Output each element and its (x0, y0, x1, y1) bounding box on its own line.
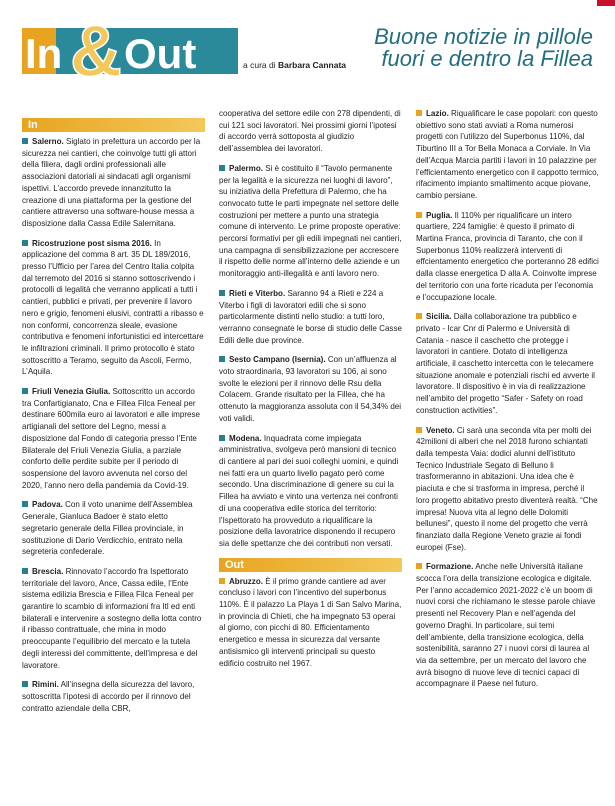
logo-in: In (25, 30, 63, 77)
news-item-title: Brescia. (32, 566, 64, 576)
column-1 (22, 118, 205, 722)
news-item (22, 136, 205, 230)
bullet-square-icon (219, 435, 225, 441)
bullet-square-icon (416, 563, 422, 569)
headline-line2: fuori e dentro la Fillea (381, 46, 593, 71)
news-item-title: Ricostruzione post sisma 2016. (32, 238, 152, 248)
news-item-text: Si è costituito il “Tavolo permanente per la legalità e la sicurezza nei luoghi di lavoro”, su iniziativa della Prefettura di Palermo, che ha convocato tutte le parti impegnate nel settore delle costruzioni per mettere a punto una strategia comune di intervento. Le prime proposte operative: percorsi formativi per gli edili impegnati nei cantieri, una campagna di sensibilizzazione per accrescere il rispetto delle norme all’interno delle aziende e un monitoraggio anti-illegalità e anti lavoro nero. (219, 163, 402, 279)
news-item-title: Sesto Campano (Isernia). (229, 355, 326, 365)
news-item (219, 433, 402, 550)
bullet-square-icon (219, 578, 225, 584)
news-item-text: Saranno 94 a Rieti e 224 a Viterbo i figli di lavoratori edili che si sono particolarmente distinti nello studio: a tutti loro, verranno consegnate le borse di studio delle Casse Edili delle due province. (219, 288, 402, 345)
news-item (416, 311, 599, 416)
section-in-title: In (22, 118, 205, 132)
news-item (416, 425, 599, 554)
bullet-square-icon (22, 501, 28, 507)
news-item (22, 499, 205, 558)
news-item (416, 561, 599, 690)
logo-out: Out (124, 30, 197, 77)
news-item-title: Veneto. (426, 425, 455, 435)
news-item (219, 354, 402, 424)
news-item-title: Modena. (229, 433, 262, 443)
news-item-title: Padova. (32, 500, 63, 510)
bullet-square-icon (22, 681, 28, 687)
news-item (219, 288, 402, 347)
bullet-square-icon (416, 212, 422, 218)
news-item (219, 108, 402, 155)
news-item (219, 163, 402, 280)
news-item-text: Inquadrata come impiegata amministrativa, svolgeva però mansioni di tecnico di cantiere al pari dei suoi colleghi uomini, e quindi nei fatti era un quarto livello pagato però come secondo. Una discriminazione di genere su cui la Fillea ha avviato e vinto una vertenza nei confronti di una cooperativa edile storica del territorio: l’Ispettorato ha provveduto a riqualificare la posizione della lavoratrice disponendo il recupero sia delle spettanze che dei contributi non versati. (219, 433, 399, 548)
news-item-text: Il 110% per riqualificare un intero quartiere, 224 famiglie: è questo il primato di Martina Franca, provincia di Taranto, che con il Superbonus 110% realizzerà interventi di effcientamento energetico che porteranno 28 edifici dalla classe energetica D alla A. Coinvolte imprese del territorio con una forte ricaduta per l’economia e l’occupazione locale. (416, 210, 599, 302)
news-item (22, 566, 205, 671)
news-item-text: Ci sarà una seconda vita per molti dei 42milioni di alberi che nel 2018 furono schiantati dalla tempesta Vaia: dodici alunni dell’istituto Tecnico Industriale Segato di Belluno li trasformeranno in abitazioni. Una idea che è piaciuta e che si trasforma in impresa, perché il loro progetto abitativo presto diventerà realtà. “Che impresa! Nuova vita al legno delle Dolomiti bellunesi”, questo il nome del progetto che verrà finanziato dalla Regione Veneto grazie ai fondi europei (Fse). (416, 425, 598, 552)
bullet-square-icon (22, 568, 28, 574)
headline-line1: Buone notizie in pillole (374, 24, 593, 49)
news-item-text: All’insegna della sicurezza del lavoro, sottoscritta l’ipotesi di accordo per il rinnovo del contratto aziendale della CBR, (22, 680, 195, 713)
logo-amp: & (70, 20, 122, 80)
news-item (22, 238, 205, 378)
news-item-title: Rimini. (32, 680, 59, 690)
bullet-square-icon (416, 313, 422, 319)
news-item (416, 108, 599, 202)
news-item-title: Lazio. (426, 109, 449, 118)
news-item (219, 576, 402, 670)
news-item-title: Abruzzo. (229, 576, 263, 586)
bullet-square-icon (22, 138, 28, 144)
news-item-text: Siglato in prefettura un accordo per la sicurezza nei cantieri, che coinvolge tutti gli attori della filiera, dagli ordini professionali alle associazioni datoriali ai sindacati agli organismi ispettivi. L’accordo prevede innanzitutto la creazione di una piattaforma per la gestione del cantiere attraverso una software-house messa a disposizione dalla Cassa Edile Salernitana. (22, 137, 201, 228)
news-item-title: Sicilia. (426, 312, 452, 322)
news-item-title: Salerno. (32, 137, 64, 146)
bullet-square-icon (22, 240, 28, 246)
bullet-square-icon (416, 427, 422, 433)
news-item-title: Puglia. (426, 210, 453, 220)
news-item (416, 210, 599, 304)
news-item-title: Palermo. (229, 163, 263, 173)
news-item-text: Anche nelle Università italiane scocca l’ora della transizione ecologica e digitale. Per l’anno accademico 2021-2022 c’è un boom di nuovi corsi che richiamano le stesse parole chiave presenti nel Recovery Plan e nell’agenda del governo Draghi. In particolare, sui temi dell’ambiente, della transizione ecologica, della sostenibilità, saranno 27 i nuovi corsi di laurea al via da settembre, per un mercato del lavoro che avrà bisogno di nuove leve di tecnici capaci di accompagnare il Paese nel futuro. (416, 562, 596, 689)
headline (303, 26, 593, 70)
news-item-title: Rieti e Viterbo. (229, 288, 286, 298)
news-item-text: Con il voto unanime dell’Assemblea Generale, Gianluca Badoer è stato eletto segretario generale della Fillea provinciale, in sostituzione di Dario Verdicchio, entrato nella segreteria confederale. (22, 500, 193, 557)
news-item-text: Con un’affluenza al voto straordinaria, 93 lavoratori su 106, ai sono svolte le elezioni per il rinnovo delle Rsu della Colacem. Grande risultato per la Fillea, che ha ottenuto la maggioranza assoluta con il 54,34% dei voti validi. (219, 355, 402, 423)
news-item-title: Friuli Venezia Giulia. (32, 387, 111, 397)
news-item-text: Dalla collaborazione tra pubblico e privato - Icar Cnr di Palermo e Università di Catania - nasce il caschetto che protegge i lavoratori in cantiere. Dotato di intelligenza artificiale, il caschetto intercetta con le telecamere situazione anomale e potenziali rischi ed avverte il lavoratore. Il dispositivo è in via di realizzazione nell’ambito del progetto “Safer - Safety on road construction activities”. (416, 312, 595, 415)
corner-mark (597, 0, 615, 6)
news-item-text: Rinnovato l’accordo fra Ispettorato territoriale del lavoro, Ance, Cassa edile, l’Ente sistema edilizia Brescia e Fillea Filca Feneal per garantire lo scambio di informazioni fra Itl ed enti bilaterali e intervenire a sostegno della lotta contro il ribasso contrattuale, che mina in modo preoccupante l’equilibrio del mercato e la tutela degli interessi del committente, dell’impresa e del lavoratore. (22, 566, 202, 670)
bullet-square-icon (219, 290, 225, 296)
byline: a cura di Barbara Cannata (243, 60, 347, 70)
news-item-text: È il primo grande cantiere ad aver concluso i lavori con l’incentivo del superbonus 110%. È il palazzo La Playa 1 di San Salvo Marina, in provincia di Chieti, che ha impegnato 53 operai al giorno, con picchi di 80. Efficientamento energetico e messa in sicurezza dal versante antisismico gli interventi principali su questo edificio costruito nel 1967. (219, 576, 402, 668)
news-item-text: Riqualificare le case popolari: con questo obiettivo sono stati avviati a Roma numerosi progetti con l’utilizzo del Superbonus 110%, dal Tiburtino III a Tor Bella Monaca a Corviale. In Via dell’Acqua Marcia partiti i lavori in 10 palazzine per l’efficientamento energetico con il cappotto termico, rifacimento impianto smaltimento acque piovane, cambio persiane. (416, 109, 599, 200)
bullet-square-icon (22, 388, 28, 394)
section-out-title: Out (219, 558, 402, 572)
news-item (22, 679, 205, 714)
news-item (22, 386, 205, 491)
news-item-title: Formazione. (426, 562, 474, 572)
bullet-square-icon (219, 165, 225, 171)
column-2 (219, 108, 402, 677)
bullet-square-icon (219, 356, 225, 362)
bullet-square-icon (416, 110, 422, 116)
news-item-text: cooperativa del settore edile con 278 dipendenti, di cui 121 soci lavoratori. Nei prossimi giorni l’ipotesi di accordo verrà sottoposta al giudizio dell’assemblea dei lavoratori. (219, 109, 401, 154)
news-item-text: Sottoscritto un accordo tra Confartigianato, Cna e Fillea Filca Feneal per destinare 600mila euro ai lavoratori e alle imprese artigianali del settore del Legno, messi a disposizione dal Fondo di categoria presso l’Ente Bilaterale del Friuli Venezia Giulia, a parziale conforto delle perdite subite per il periodo di sospensione del lavoro avvenuta nel corso del 2020, l’anno nero della pandemia da Covid-19. (22, 387, 201, 490)
column-3 (416, 108, 599, 698)
news-item-text: In applicazione del comma 8 art. 35 DL 189/2016, presso l’Ufficio per l’area del Centro Italia colpita dal terremoto del 2016 si stanno sottoscrivendo i protocolli di legalità che verranno applicati a tutti i cantieri, pubblici e privati, per prevenire il lavoro nero e grigio, fenomeni elusivi, contratti a ribasso e non conformi, concorrenza sleale, evasione contributiva e fenomeni infortunistici ed intercettare le infiltrazioni criminali. Il primo protocollo è stato sottoscritto a Teramo, seguito da Ascoli, Fermo, L’Aquila. (22, 238, 204, 377)
in-out-logo (22, 20, 238, 80)
